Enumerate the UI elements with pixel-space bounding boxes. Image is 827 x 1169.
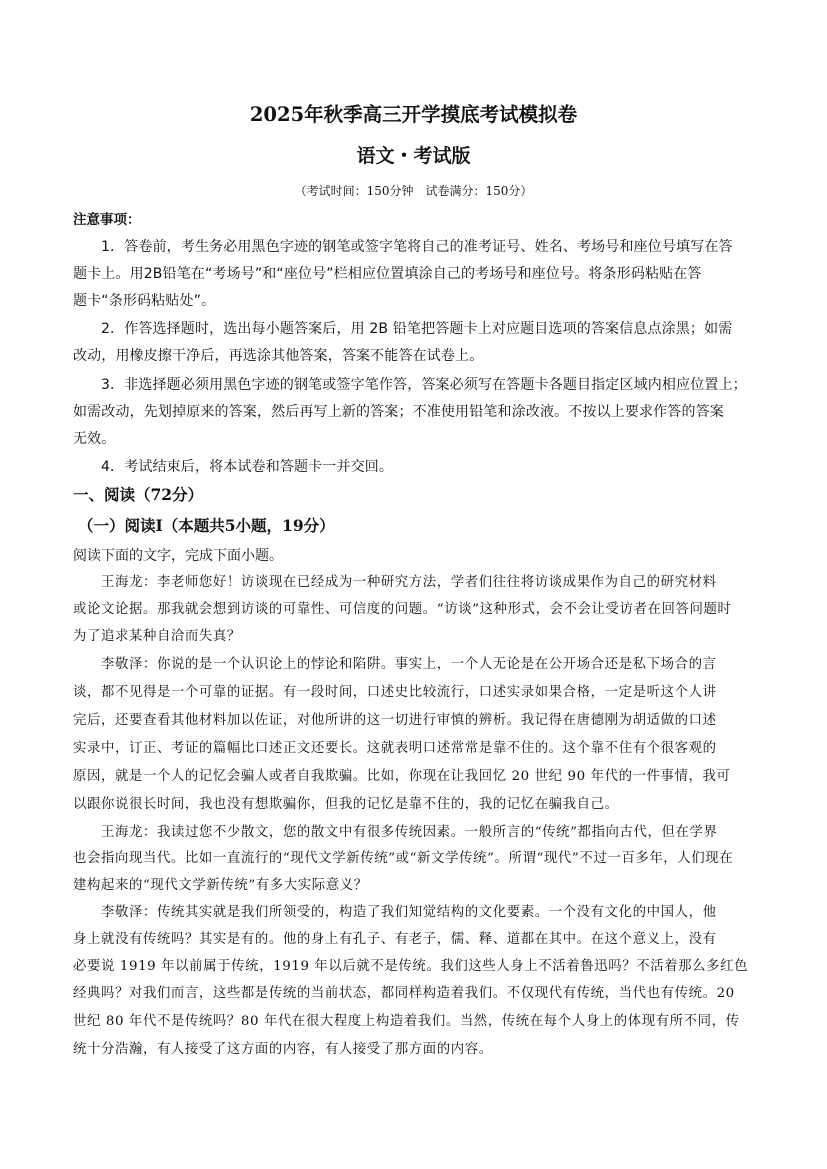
reading-instruction: 阅读下面的文字，完成下面小题。: [73, 548, 283, 564]
notice-line: 2．作答选择题时，选出每小题答案后，用 2B 铅笔把答题卡上对应题目选项的答案信息点涂黑；如需: [101, 321, 733, 337]
passage-line: 王海龙：我读过您不少散文，您的散文中有很多传统因素。一般所言的“传统”都指向古代，但在学界: [101, 825, 718, 840]
passage-line: 身上就没有传统吗？其实是有的。他的身上有孔子、有老子，儒、释、道都在其中。在这个意义上，没有: [73, 932, 717, 947]
passage-line: 李敬泽：传统其实就是我们所领受的，构造了我们知觉结构的文化要素。一个没有文化的中国人，他: [101, 905, 717, 920]
passage-line: 也会指向现当代。比如一直流行的“现代文学新传统”或“新文学传统”。所谓“现代”不过一百多年，人们现在: [73, 851, 734, 866]
exam-title: 2025年秋季高三开学摸底考试模拟卷: [249, 103, 578, 126]
passage-line: 谈，都不见得是一个可靠的证据。有一段时间，口述史比较流行，口述实录如果合格，一定是听这个人讲: [73, 685, 717, 700]
notice-line: 4．考试结束后，将本试卷和答题卡一并交回。: [101, 459, 394, 475]
passage-line: 经典吗？对我们而言，这些都是传统的当前状态，都同样构造着我们。不仅现代有传统，当代也有传统。20: [73, 986, 735, 1001]
passage-line: 李敬泽：你说的是一个认识论上的悖论和陷阱。事实上，一个人无论是在公开场合还是私下场合的言: [101, 657, 717, 672]
passage-line: 以跟你说很长时间，我也没有想欺骗你，但我的记忆是靠不住的，我的记忆在骗我自己。: [73, 797, 619, 812]
passage-line: 完后，还要查看其他材料加以佐证，对他所讲的这一切进行审慎的辨析。我记得在唐德刚为胡适做的口述: [73, 713, 717, 728]
passage-line: 统十分浩瀚，有人接受了这方面的内容，有人接受了那方面的内容。: [73, 1042, 493, 1057]
passage-line: 建构起来的“现代文学新传统”有多大实际意义？: [73, 878, 368, 893]
notice-line: 无效。: [73, 431, 116, 447]
notice-line: 题卡上。用2B铅笔在“考场号”和“座位号”栏相应位置填涂自己的考场号和座位号。将条形码粘贴在答: [73, 266, 702, 282]
passage-line: 原因，就是一个人的记忆会骗人或者自我欺骗。比如，你现在让我回忆 20 世纪 90 年代的一件事情，我可: [73, 769, 731, 784]
notices-heading: 注意事项：: [73, 212, 141, 228]
notice-line: 3．非选择题必须用黑色字迹的钢笔或签字笔作答，答案必须写在答题卡各题目指定区域内相应位置上；: [101, 377, 747, 393]
passage-line: 实录中，订正、考证的篇幅比口述正文还要长。这就表明口述常常是靠不住的。这个靠不住有个很客观的: [73, 741, 717, 756]
notice-line: 题卡“条形码粘贴处”。: [73, 293, 216, 309]
exam-subtitle: 语文・考试版: [356, 145, 471, 167]
passage-line: 世纪 80 年代不是传统吗？80 年代在很大程度上构造着我们。当然，传统在每个人身上的体现有所不同，传: [73, 1014, 740, 1029]
passage-line: 必要说 1919 年以前属于传统，1919 年以后就不是传统。我们这些人身上不活着鲁迅吗？不活着那么多红色: [73, 959, 749, 974]
passage-line: 为了追求某种自洽而失真？: [73, 629, 241, 644]
section-heading: 一、阅读（72分）: [73, 485, 204, 504]
notice-line: 1．答卷前，考生务必用黑色字迹的钢笔或签字笔将自己的准考证号、姓名、考场号和座位号填写在答: [101, 239, 733, 255]
exam-info: （考试时间：150分钟 试卷满分：150分）: [294, 184, 533, 198]
passage-line: 或论文论据。那我就会想到访谈的可靠性、可信度的问题。“访谈”这种形式，会不会让受访者在回答问题时: [73, 602, 732, 617]
passage-line: 王海龙：李老师您好！访谈现在已经成为一种研究方法，学者们往往将访谈成果作为自己的研究材料: [101, 575, 717, 590]
notice-line: 改动，用橡皮擦干净后，再选涂其他答案，答案不能答在试卷上。: [73, 348, 484, 364]
notice-line: 如需改动，先划掉原来的答案，然后再写上新的答案；不准使用铅笔和涂改液。不按以上要求作答的答案: [73, 404, 724, 420]
subsection-heading: （一）阅读I（本题共5小题，19分）: [78, 516, 335, 535]
